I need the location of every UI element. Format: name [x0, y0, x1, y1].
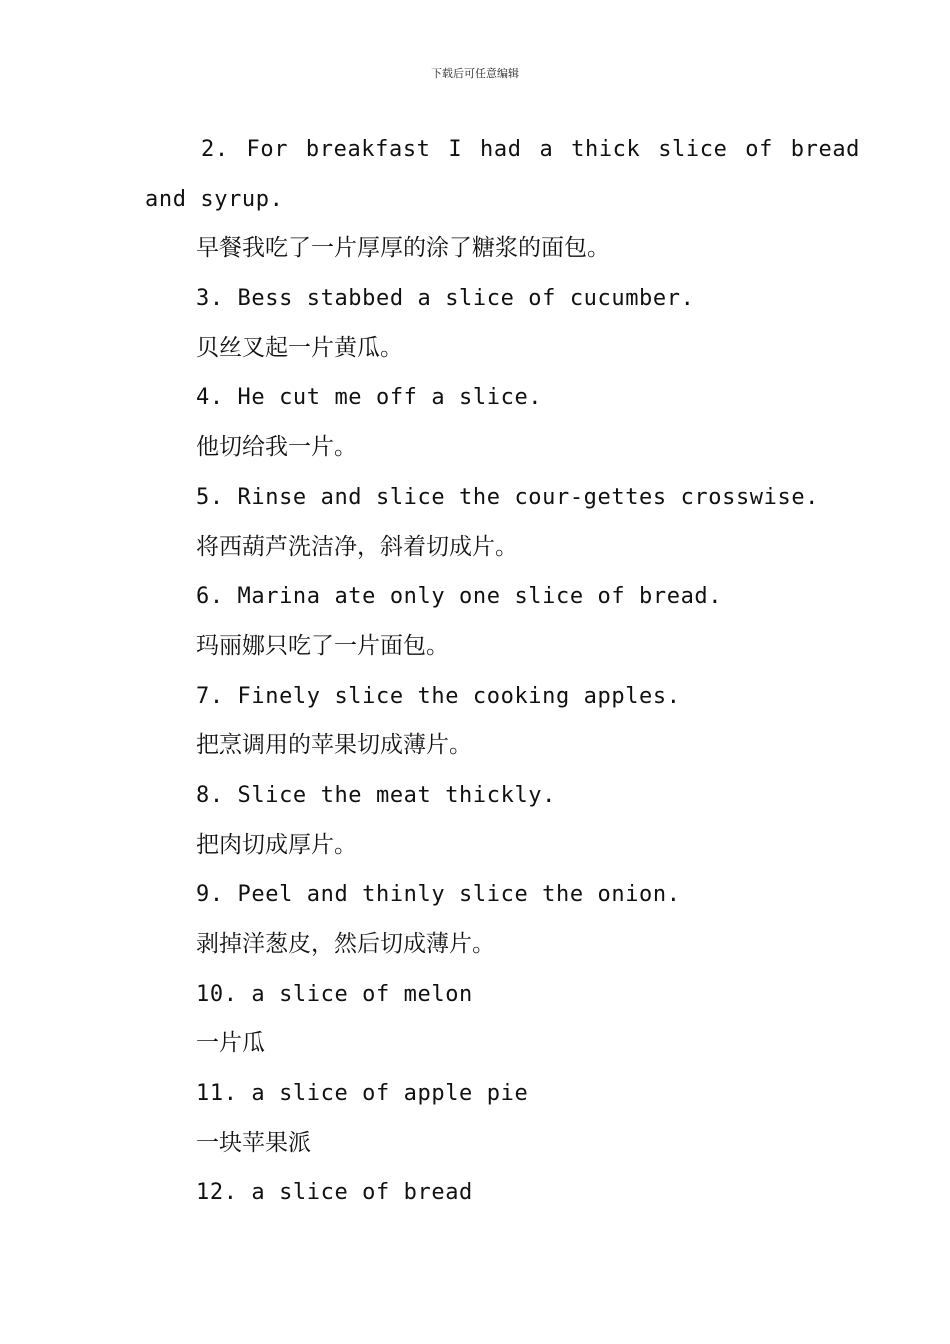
page-header: 下载后可任意编辑 [431, 67, 519, 80]
sentence-9-english: 9. Peel and thinly slice the onion. [196, 882, 681, 908]
phrase-11-english: 11. a slice of apple pie [196, 1081, 529, 1107]
phrase-12-english: 12. a slice of bread [196, 1180, 473, 1206]
sentence-6-english: 6. Marina ate only one slice of bread. [196, 584, 723, 610]
sentence-8-chinese: 把肉切成厚片。 [196, 831, 357, 858]
sentence-4-english: 4. He cut me off a slice. [196, 385, 543, 411]
sentence-2-english: 2. For breakfast I had a thick slice of bread [201, 137, 861, 162]
sentence-2-chinese: 早餐我吃了一片厚厚的涂了糖浆的面包。 [196, 235, 610, 262]
document-body [145, 125, 861, 1218]
sentence-5-chinese: 将西葫芦洗洁净，斜着切成片。 [196, 533, 518, 560]
sentence-4-chinese: 他切给我一片。 [196, 434, 357, 461]
sentence-3-chinese: 贝丝叉起一片黄瓜。 [196, 334, 403, 361]
sentence-3-english: 3. Bess stabbed a slice of cucumber. [196, 286, 695, 312]
sentence-5-english: 5. Rinse and slice the cour-gettes crosswise. [196, 484, 820, 510]
sentence-9-chinese: 剥掉洋葱皮，然后切成薄片。 [196, 931, 495, 957]
sentence-6-chinese: 玛丽娜只吃了一片面包。 [196, 632, 449, 659]
sentence-2-english-continued: and syrup. [145, 186, 284, 212]
phrase-11-chinese: 一块苹果派 [196, 1129, 311, 1156]
phrase-10-english: 10. a slice of melon [196, 981, 473, 1007]
sentence-7-chinese: 把烹调用的苹果切成薄片。 [196, 732, 472, 759]
sentence-7-english: 7. Finely slice the cooking apples. [196, 683, 681, 709]
sentence-8-english: 8. Slice the meat thickly. [196, 782, 556, 808]
phrase-10-chinese: 一片瓜 [196, 1030, 265, 1057]
